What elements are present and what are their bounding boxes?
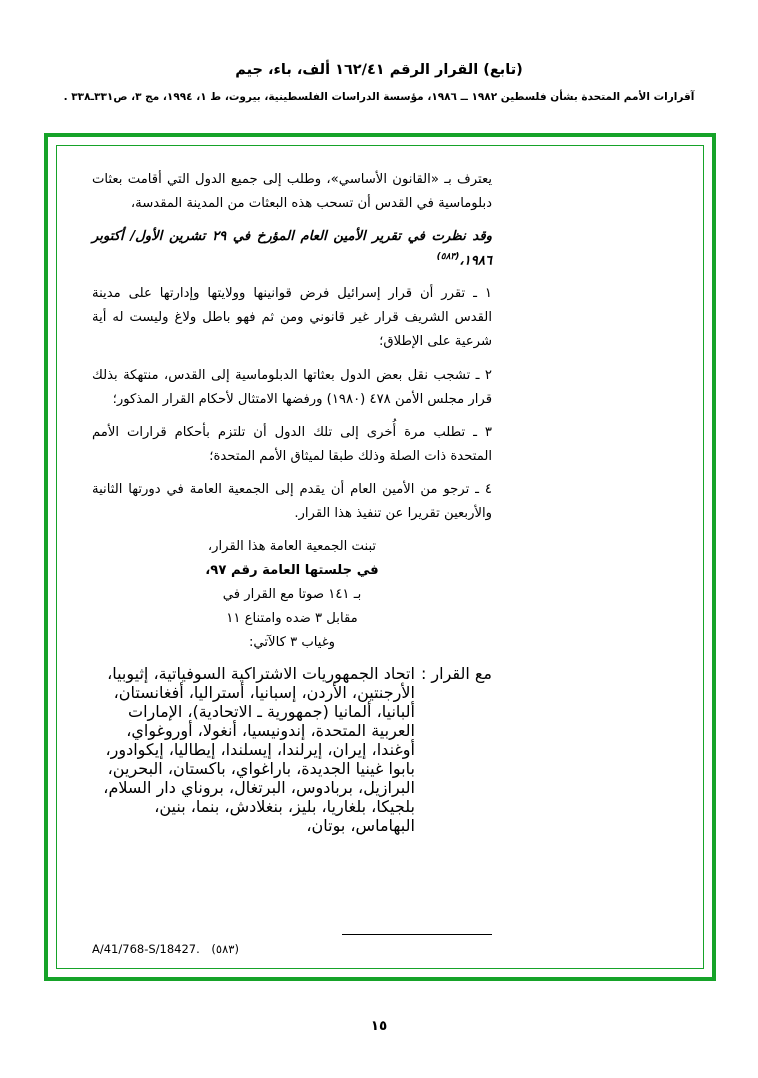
vote-countries-row [92, 664, 492, 835]
footnote-number: (٥٨٣) [211, 942, 239, 956]
page-title: (تابع) القرار الرقم ١٦٢/٤١ ألف، باء، جيم [235, 62, 523, 78]
footnote-block [92, 934, 492, 956]
paragraph-item-1: ١ ـ تقرر أن قرار إسرائيل فرض قوانينها وولايتها وإدارتها على مدينة القدس الشريف قرار غير قانوني ومن ثم فهو باطل ولاغ وليست له أية شرعية على الإطلاق؛ [92, 286, 492, 350]
footnote-text [92, 942, 492, 956]
paragraph-item-2: ٢ ـ تشجب نقل بعض الدول بعثاتها الدبلوماسية إلى القدس، منتهكة بذلك قرار مجلس الأمن ٤٧٨ (١٩٨٠) ورفضها الامتثال لأحكام القرار المذكور؛ [92, 367, 492, 407]
vote-countries-list: اتحاد الجمهوريات الاشتراكية السوفياتية، إثيوبيا، الأرجنتين، الأردن، إسبانيا، أستراليا، أفغانستان، ألبانيا، ألمانيا (جمهورية ـ الاتحادية)، الإمارات العربية المتحدة، إندونيسيا، أنغولا، أوروغواي، أوغندا، إيران، إيرلندا، إيسلندا، إيطاليا، إيكوادور، بابوا غينيا الجديدة، باراغواي، باكستان، البحرين، البرازيل، بربادوس، البرتغال، بروناي دار السلام، بلجيكا، بلغاريا، بليز، بنغلادش، بنما، بنين، البهاماس، بوتان، [103, 663, 415, 835]
document-body [92, 168, 492, 835]
paragraph-item-3: ٣ ـ تطلب مرة أُخرى إلى تلك الدول أن تلتزم بأحكام قرارات الأمم المتحدة ذات الصلة وذلك طبقا لميثاق الأمم المتحدة؛ [92, 424, 492, 464]
paragraph-considered-text: وقد نظرت في تقرير الأمين العام المؤرخ في ٢٩ تشرين الأول/ أكتوبر ١٩٨٦، [92, 229, 493, 269]
adoption-block [92, 535, 492, 655]
paragraph-considered [92, 225, 492, 273]
vote-countries-block [92, 664, 492, 835]
adoption-line-2: في جلستها العامة رقم ٩٧، [205, 562, 379, 578]
footnote-marker: (٥٨٣) [436, 252, 460, 263]
paragraph-intro: يعترف بـ «القانون الأساسي»، وطلب إلى جميع الدول التي أقامت بعثات دبلوماسية في القدس أن تسحب هذه البعثات من المدينة المقدسة، [92, 172, 492, 212]
paragraph-item-4: ٤ ـ ترجو من الأمين العام أن يقدم إلى الجمعية العامة في دورتها الثانية والأربعين تقريرا عن تنفيذ هذا القرار. [92, 481, 492, 521]
page-header [0, 0, 758, 103]
adoption-line-5: وغياب ٣ كالآتي: [248, 634, 336, 650]
footnote-divider [342, 934, 492, 935]
page-number: ١٥ [370, 1018, 388, 1034]
footnote-reference: A/41/768-S/18427. [92, 942, 200, 956]
adoption-line-3: بـ ١٤١ صوتا مع القرار في [222, 586, 362, 602]
adoption-line-4: مقابل ٣ ضده وامتناع ١١ [226, 610, 358, 626]
adoption-line-1: تبنت الجمعية العامة هذا القرار، [207, 538, 377, 554]
page-source-citation: آقرارات الأمم المتحدة بشأن فلسطين ١٩٨٢ ــ ١٩٨٦، مؤسسة الدراسات الفلسطينية، بيروت، ط ١، ١٩٩٤، مج ٣، ص٣٣١ـ٣٣٨ . [63, 90, 695, 103]
vote-countries-label: مع القرار : [420, 663, 492, 683]
